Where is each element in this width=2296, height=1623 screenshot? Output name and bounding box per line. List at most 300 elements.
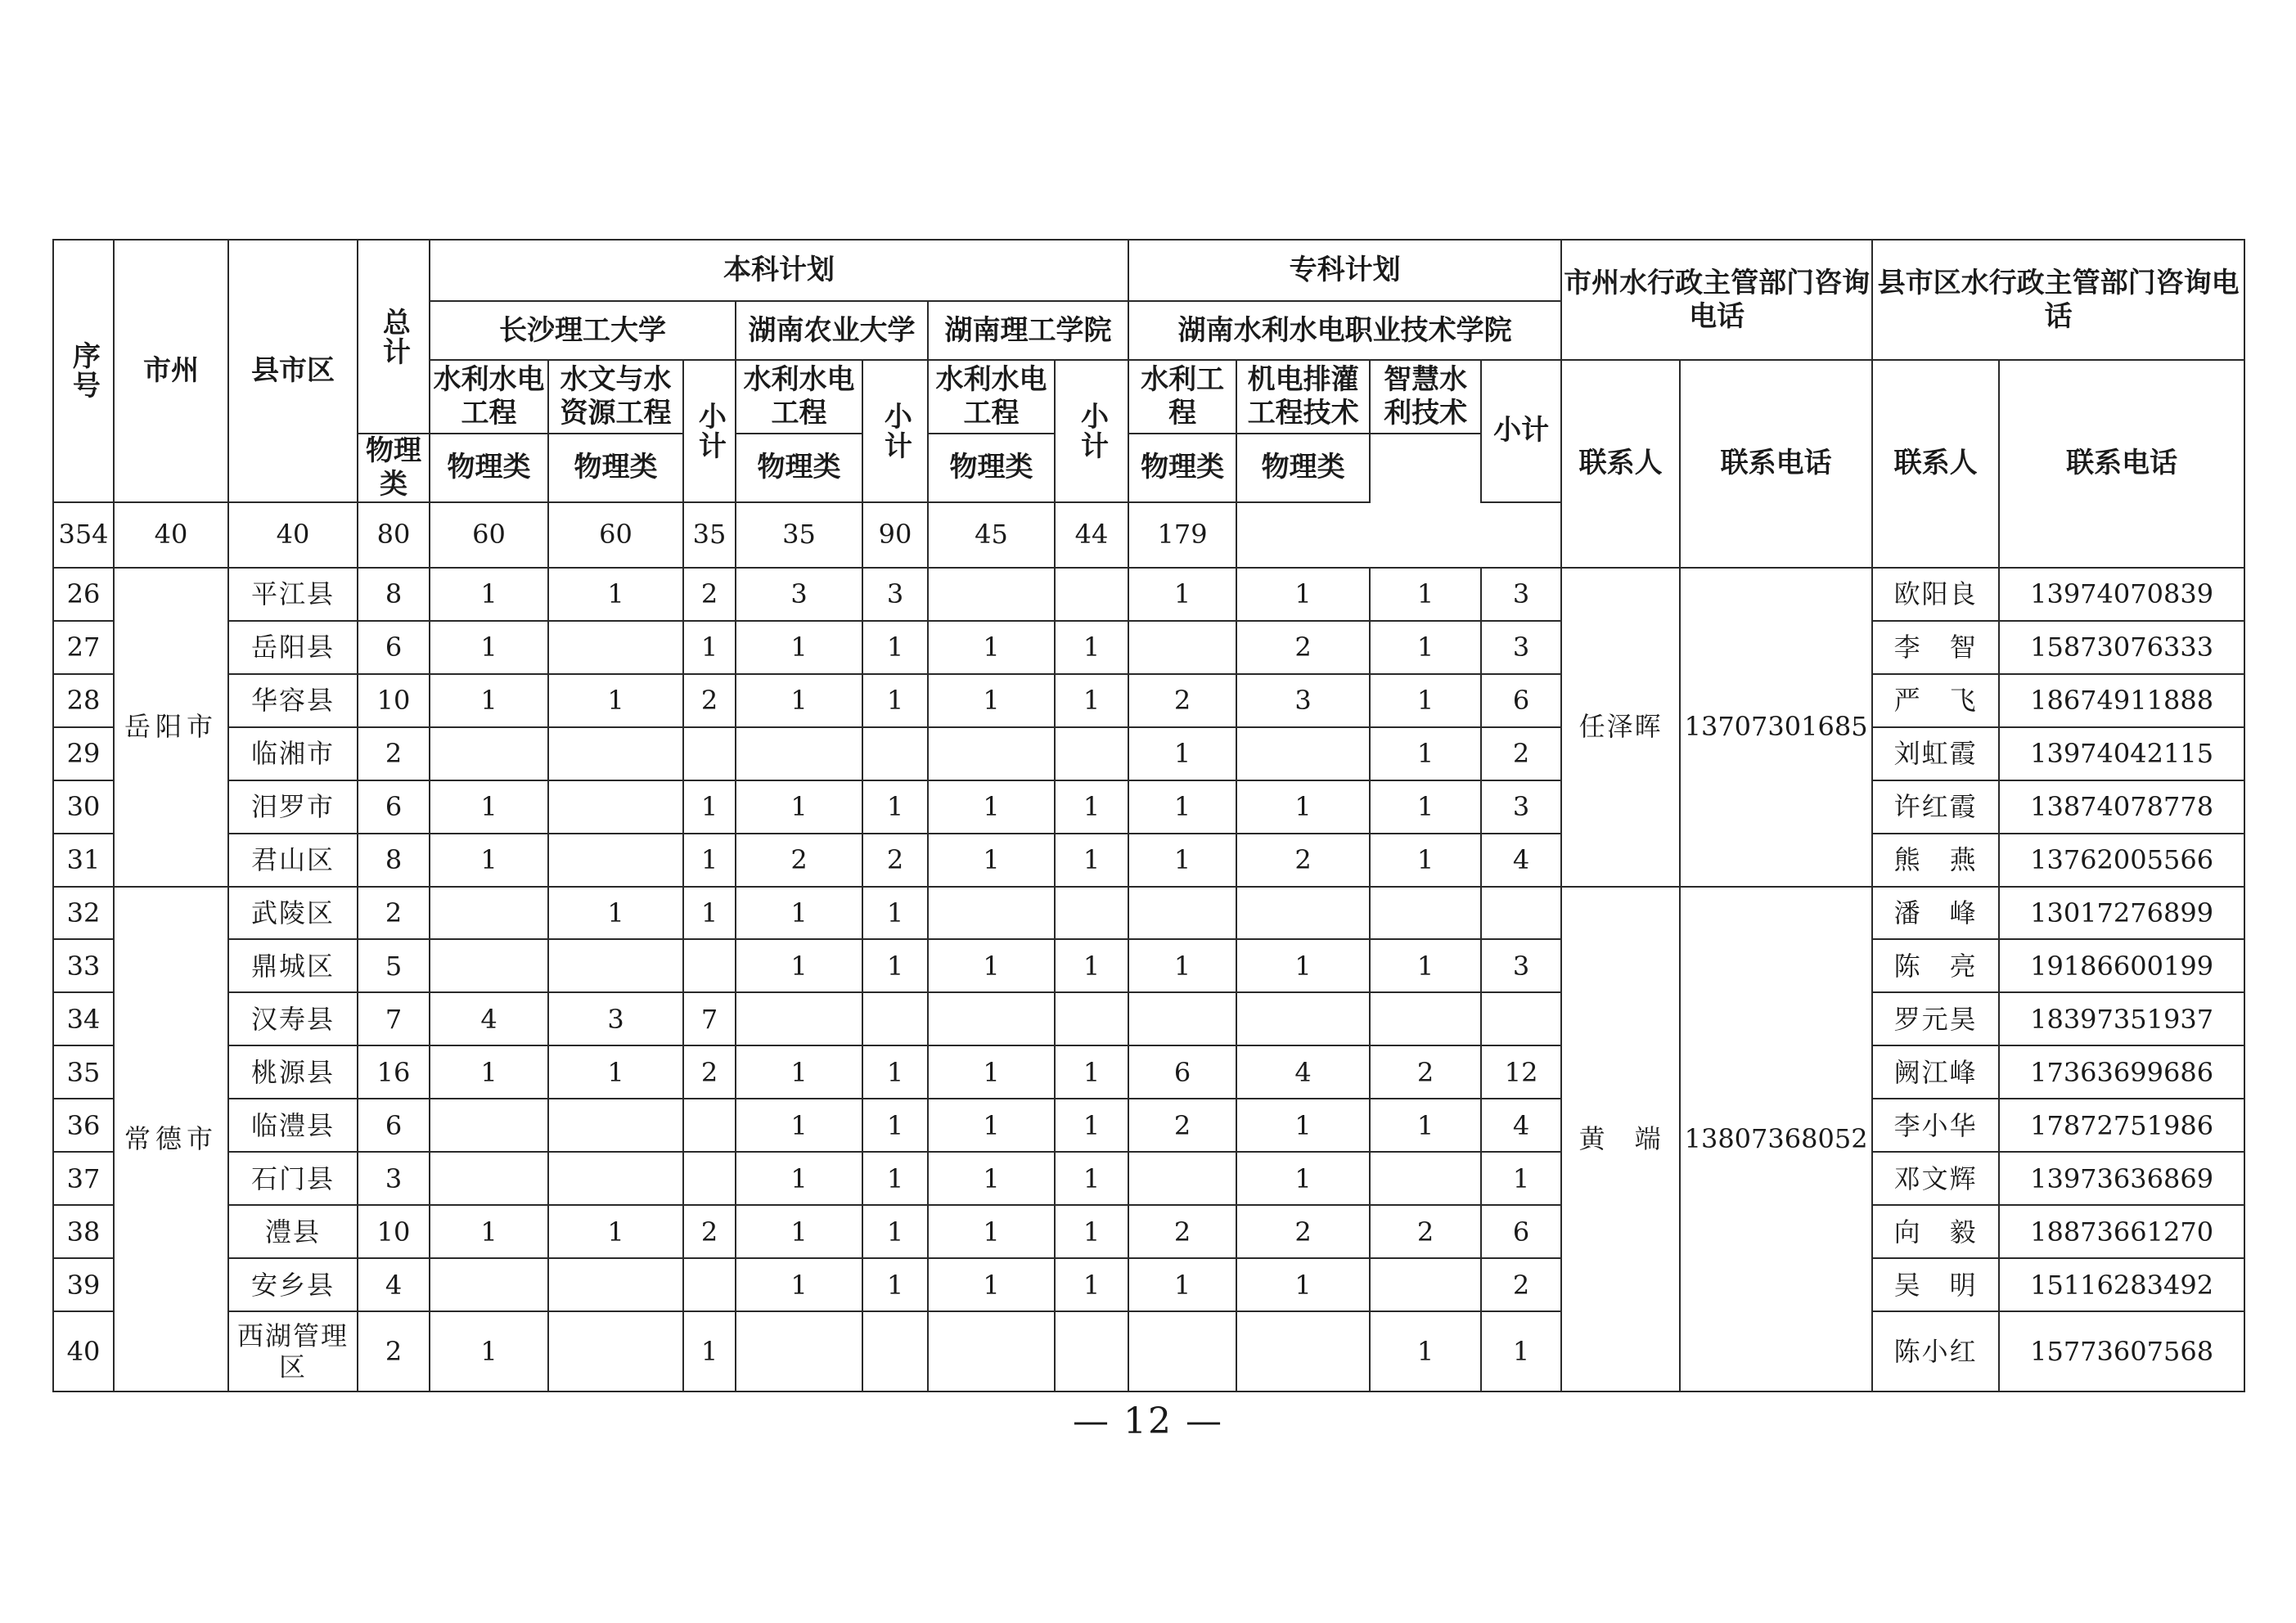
table-row: [53, 780, 2244, 834]
county-contact-name: 陈小红: [1872, 1311, 1999, 1391]
total-cell: 35: [683, 502, 736, 568]
total-cell: 60: [548, 502, 683, 568]
value-cell-s4: 3: [1481, 780, 1561, 834]
value-cell-total: 6: [358, 621, 430, 674]
value-cell-m2: 1: [548, 1205, 683, 1258]
value-cell-m1: 1: [430, 1205, 548, 1258]
seq-cell: 26: [53, 568, 114, 621]
seq-cell: 31: [53, 834, 114, 887]
table-row: [53, 939, 2244, 992]
value-cell-m5: 6: [1128, 1045, 1236, 1099]
value-cell-total: 2: [358, 887, 430, 940]
value-cell-m5: [1128, 1311, 1236, 1391]
table-body: [53, 568, 2244, 1391]
value-cell-s4: 12: [1481, 1045, 1561, 1099]
value-cell-s3: 1: [1055, 674, 1128, 727]
value-cell-s2: 1: [862, 1152, 928, 1205]
value-cell-m2: 1: [548, 1045, 683, 1099]
value-cell-s1: 1: [683, 1311, 736, 1391]
value-cell-s2: 1: [862, 674, 928, 727]
county-contact-phone: 15116283492: [1999, 1258, 2244, 1311]
value-cell-m3: [736, 1311, 862, 1391]
county-contact-name: 欧阳良: [1872, 568, 1999, 621]
value-cell-s2: 1: [862, 1099, 928, 1152]
value-cell-m4: [928, 992, 1055, 1045]
county-contact-person-header: 联系人: [1872, 360, 1999, 568]
county-contact-name: 李 智: [1872, 621, 1999, 674]
county-contact-phone: 13762005566: [1999, 834, 2244, 887]
value-cell-s1: [683, 1152, 736, 1205]
value-cell-s1: 1: [683, 780, 736, 834]
value-cell-m4: [928, 1311, 1055, 1391]
county-contact-name: 许红霞: [1872, 780, 1999, 834]
seq-cell: 29: [53, 727, 114, 780]
value-cell-m4: 1: [928, 1205, 1055, 1258]
plan-table-container: [52, 239, 2244, 1392]
table-row: [53, 992, 2244, 1045]
county-contact-name: 吴 明: [1872, 1258, 1999, 1311]
total-cell: 44: [1055, 502, 1128, 568]
value-cell-m7: 2: [1370, 1045, 1481, 1099]
value-cell-m5: 2: [1128, 1099, 1236, 1152]
value-cell-m4: 1: [928, 1045, 1055, 1099]
total-cell: 179: [1128, 502, 1236, 568]
value-cell-m2: 1: [548, 674, 683, 727]
value-cell-s4: 3: [1481, 568, 1561, 621]
value-cell-s4: 2: [1481, 727, 1561, 780]
value-cell-total: 4: [358, 1258, 430, 1311]
college-plan-header: 专科计划: [1128, 240, 1561, 301]
value-cell-m5: 1: [1128, 568, 1236, 621]
value-cell-m5: 1: [1128, 939, 1236, 992]
value-cell-m6: 3: [1236, 674, 1370, 727]
value-cell-s2: [862, 727, 928, 780]
value-cell-m5: 1: [1128, 834, 1236, 887]
county-contact-phone: 13974070839: [1999, 568, 2244, 621]
table-row: [53, 1311, 2244, 1391]
seq-cell: 38: [53, 1205, 114, 1258]
value-cell-m4: 1: [928, 1099, 1055, 1152]
seq-cell: 35: [53, 1045, 114, 1099]
value-cell-m3: 1: [736, 674, 862, 727]
value-cell-s4: 4: [1481, 1099, 1561, 1152]
value-cell-m2: 1: [548, 568, 683, 621]
value-cell-m2: 3: [548, 992, 683, 1045]
physics-type: 物理类: [548, 434, 683, 502]
table-header: [53, 240, 2244, 568]
value-cell-m1: 1: [430, 568, 548, 621]
physics-type: 物理类: [928, 434, 1055, 502]
table-row: [53, 568, 2244, 621]
value-cell-m6: 2: [1236, 1205, 1370, 1258]
value-cell-m3: 1: [736, 887, 862, 940]
value-cell-m7: [1370, 1152, 1481, 1205]
value-cell-m6: 1: [1236, 1258, 1370, 1311]
value-cell-s2: [862, 1311, 928, 1391]
major-7: 智慧水利技术: [1370, 360, 1481, 434]
value-cell-m4: [928, 727, 1055, 780]
county-contact-name: 潘 峰: [1872, 887, 1999, 940]
city-contact-person-header: 联系人: [1561, 360, 1680, 568]
value-cell-m5: 1: [1128, 1258, 1236, 1311]
seq-cell: 27: [53, 621, 114, 674]
county-cell: 桃源县: [228, 1045, 358, 1099]
seq-cell: 34: [53, 992, 114, 1045]
subtotal-hnwrev: 小计: [1481, 360, 1561, 502]
value-cell-s3: 1: [1055, 1099, 1128, 1152]
value-cell-s3: 1: [1055, 780, 1128, 834]
value-cell-s2: 1: [862, 780, 928, 834]
value-cell-m1: [430, 1152, 548, 1205]
value-cell-m3: 1: [736, 1205, 862, 1258]
value-cell-m5: 2: [1128, 674, 1236, 727]
value-cell-m6: [1236, 992, 1370, 1045]
value-cell-total: 8: [358, 568, 430, 621]
total-cell: 80: [358, 502, 430, 568]
value-cell-m4: 1: [928, 621, 1055, 674]
county-contact-phone: 18397351937: [1999, 992, 2244, 1045]
table-row: [53, 727, 2244, 780]
value-cell-m6: [1236, 727, 1370, 780]
total-cell: 40: [114, 502, 228, 568]
county-cell: 平江县: [228, 568, 358, 621]
seq-cell: 39: [53, 1258, 114, 1311]
value-cell-m3: [736, 992, 862, 1045]
value-cell-m1: 1: [430, 1045, 548, 1099]
value-cell-s2: 1: [862, 1045, 928, 1099]
major-6: 机电排灌工程技术: [1236, 360, 1370, 434]
major-4: 水利水电工程: [928, 360, 1055, 434]
value-cell-s1: 7: [683, 992, 736, 1045]
value-cell-total: 8: [358, 834, 430, 887]
value-cell-s3: 1: [1055, 939, 1128, 992]
value-cell-m3: 1: [736, 1152, 862, 1205]
value-cell-s2: 2: [862, 834, 928, 887]
value-cell-m5: [1128, 887, 1236, 940]
county-contact-phone: 19186600199: [1999, 939, 2244, 992]
undergrad-plan-header: 本科计划: [430, 240, 1128, 301]
value-cell-s3: 1: [1055, 1152, 1128, 1205]
value-cell-m7: 1: [1370, 834, 1481, 887]
city-contact-phone: 13707301685: [1680, 568, 1872, 887]
value-cell-m6: 2: [1236, 834, 1370, 887]
value-cell-s3: [1055, 992, 1128, 1045]
major-5: 水利工程: [1128, 360, 1236, 434]
value-cell-m2: [548, 834, 683, 887]
value-cell-m2: [548, 780, 683, 834]
major-3: 水利水电工程: [736, 360, 862, 434]
value-cell-s4: [1481, 887, 1561, 940]
physics-type: 物理类: [1128, 434, 1236, 502]
total-cell: 354: [53, 502, 114, 568]
value-cell-s2: 1: [862, 1205, 928, 1258]
value-cell-m6: 1: [1236, 939, 1370, 992]
subtotal-hnist: 小计: [1055, 360, 1128, 502]
school-csust: 长沙理工大学: [430, 301, 736, 360]
value-cell-s1: 2: [683, 1205, 736, 1258]
value-cell-m1: 1: [430, 1311, 548, 1391]
total-cell: 40: [228, 502, 358, 568]
county-cell: 君山区: [228, 834, 358, 887]
major-2: 水文与水资源工程: [548, 360, 683, 434]
value-cell-m5: [1128, 992, 1236, 1045]
seq-cell: 37: [53, 1152, 114, 1205]
value-cell-m7: 1: [1370, 568, 1481, 621]
value-cell-s1: [683, 939, 736, 992]
physics-type: 物理类: [430, 434, 548, 502]
value-cell-s4: 6: [1481, 674, 1561, 727]
value-cell-m4: 1: [928, 1152, 1055, 1205]
value-cell-s1: [683, 1258, 736, 1311]
value-cell-m5: 1: [1128, 727, 1236, 780]
county-contact-name: 熊 燕: [1872, 834, 1999, 887]
county-cell: 石门县: [228, 1152, 358, 1205]
county-contact-name: 罗元昊: [1872, 992, 1999, 1045]
value-cell-m1: [430, 727, 548, 780]
county-cell: 安乡县: [228, 1258, 358, 1311]
value-cell-s4: 6: [1481, 1205, 1561, 1258]
value-cell-s4: 3: [1481, 621, 1561, 674]
county-contact-phone: 13974042115: [1999, 727, 2244, 780]
value-cell-s1: [683, 1099, 736, 1152]
value-cell-m2: [548, 621, 683, 674]
table-row: [53, 834, 2244, 887]
value-cell-s3: [1055, 1311, 1128, 1391]
school-hnist: 湖南理工学院: [928, 301, 1128, 360]
value-cell-s3: 1: [1055, 621, 1128, 674]
value-cell-m6: 1: [1236, 568, 1370, 621]
table-row: [53, 887, 2244, 940]
value-cell-m7: [1370, 887, 1481, 940]
county-cell: 鼎城区: [228, 939, 358, 992]
value-cell-s1: 1: [683, 834, 736, 887]
value-cell-s3: [1055, 887, 1128, 940]
county-contact-phone: 15773607568: [1999, 1311, 2244, 1391]
county-contact-phone: 18674911888: [1999, 674, 2244, 727]
county-contact-phone: 13874078778: [1999, 780, 2244, 834]
table-row: [53, 1258, 2244, 1311]
subtotal-csust: 小计: [683, 360, 736, 502]
value-cell-total: 5: [358, 939, 430, 992]
county-cell: 汉寿县: [228, 992, 358, 1045]
total-cell: 35: [736, 502, 862, 568]
value-cell-m7: 1: [1370, 1099, 1481, 1152]
county-cell: 澧县: [228, 1205, 358, 1258]
value-cell-m6: [1236, 1311, 1370, 1391]
seq-cell: 32: [53, 887, 114, 940]
seq-cell: 33: [53, 939, 114, 992]
value-cell-s3: [1055, 568, 1128, 621]
value-cell-s2: 1: [862, 1258, 928, 1311]
value-cell-m6: 1: [1236, 1152, 1370, 1205]
county-contact-header: 县市区水行政主管部门咨询电话: [1872, 240, 2244, 360]
value-cell-s2: [862, 992, 928, 1045]
value-cell-total: 6: [358, 780, 430, 834]
value-cell-m1: [430, 887, 548, 940]
city-contact-name: 任泽晖: [1561, 568, 1680, 887]
table-row: [53, 1152, 2244, 1205]
value-cell-m1: [430, 1099, 548, 1152]
table-row: [53, 674, 2244, 727]
school-hunau: 湖南农业大学: [736, 301, 928, 360]
value-cell-m3: 1: [736, 780, 862, 834]
value-cell-total: 10: [358, 674, 430, 727]
value-cell-m1: [430, 1258, 548, 1311]
value-cell-s3: 1: [1055, 1205, 1128, 1258]
seq-cell: 28: [53, 674, 114, 727]
seq-cell: 30: [53, 780, 114, 834]
value-cell-m4: 1: [928, 780, 1055, 834]
value-cell-s2: 3: [862, 568, 928, 621]
value-cell-m7: 1: [1370, 621, 1481, 674]
county-cell: 临湘市: [228, 727, 358, 780]
county-contact-name: 刘虹霞: [1872, 727, 1999, 780]
value-cell-m5: [1128, 1152, 1236, 1205]
table-row: [53, 1205, 2244, 1258]
value-cell-m6: 2: [1236, 621, 1370, 674]
table-row: [53, 621, 2244, 674]
total-cell: 45: [928, 502, 1055, 568]
value-cell-m7: 1: [1370, 1311, 1481, 1391]
value-cell-m2: [548, 1152, 683, 1205]
value-cell-m7: 2: [1370, 1205, 1481, 1258]
value-cell-s4: [1481, 992, 1561, 1045]
value-cell-s1: 1: [683, 621, 736, 674]
value-cell-m6: [1236, 887, 1370, 940]
col-city-header: 市州: [114, 240, 228, 502]
value-cell-total: 7: [358, 992, 430, 1045]
value-cell-s1: 2: [683, 1045, 736, 1099]
value-cell-m2: [548, 1258, 683, 1311]
table-row: [53, 1045, 2244, 1099]
city-cell: 常德市: [114, 887, 228, 1392]
county-cell: 岳阳县: [228, 621, 358, 674]
county-cell: 临澧县: [228, 1099, 358, 1152]
page-number: — 12 —: [1073, 1400, 1223, 1442]
value-cell-m1: [430, 939, 548, 992]
county-cell: 武陵区: [228, 887, 358, 940]
value-cell-m7: 1: [1370, 727, 1481, 780]
county-contact-phone: 13017276899: [1999, 887, 2244, 940]
value-cell-m7: 1: [1370, 674, 1481, 727]
value-cell-s4: 4: [1481, 834, 1561, 887]
county-contact-phone: 17872751986: [1999, 1099, 2244, 1152]
county-contact-name: 阙江峰: [1872, 1045, 1999, 1099]
value-cell-total: 6: [358, 1099, 430, 1152]
value-cell-s2: 1: [862, 621, 928, 674]
value-cell-total: 10: [358, 1205, 430, 1258]
city-contact-name: 黄 端: [1561, 887, 1680, 1392]
county-cell: 汨罗市: [228, 780, 358, 834]
value-cell-s4: 1: [1481, 1311, 1561, 1391]
value-cell-m3: 2: [736, 834, 862, 887]
value-cell-m1: 1: [430, 621, 548, 674]
subtotal-hunau: 小计: [862, 360, 928, 502]
value-cell-s3: 1: [1055, 1045, 1128, 1099]
value-cell-total: 2: [358, 1311, 430, 1391]
value-cell-m3: 1: [736, 621, 862, 674]
value-cell-m2: 1: [548, 887, 683, 940]
col-seq-header: 序号: [53, 240, 114, 502]
total-cell: 60: [430, 502, 548, 568]
value-cell-m5: 2: [1128, 1205, 1236, 1258]
value-cell-m1: 1: [430, 780, 548, 834]
county-contact-phone: 18873661270: [1999, 1205, 2244, 1258]
value-cell-m2: [548, 1099, 683, 1152]
value-cell-m3: 1: [736, 939, 862, 992]
county-cell: 西湖管理区: [228, 1311, 358, 1391]
value-cell-m7: [1370, 1258, 1481, 1311]
seq-cell: 40: [53, 1311, 114, 1391]
value-cell-m3: 3: [736, 568, 862, 621]
county-cell: 华容县: [228, 674, 358, 727]
col-county-header: 县市区: [228, 240, 358, 502]
county-contact-phone: 17363699686: [1999, 1045, 2244, 1099]
city-contact-phone: 13807368052: [1680, 887, 1872, 1392]
value-cell-s1: 1: [683, 887, 736, 940]
value-cell-total: 2: [358, 727, 430, 780]
value-cell-s4: 2: [1481, 1258, 1561, 1311]
value-cell-s3: 1: [1055, 834, 1128, 887]
value-cell-m3: 1: [736, 1045, 862, 1099]
city-contact-header: 市州水行政主管部门咨询电话: [1561, 240, 1872, 360]
value-cell-m4: 1: [928, 834, 1055, 887]
value-cell-s2: 1: [862, 887, 928, 940]
col-total-header: 总计: [358, 240, 430, 434]
value-cell-m7: 1: [1370, 780, 1481, 834]
value-cell-m1: 1: [430, 834, 548, 887]
physics-type: 物理类: [1236, 434, 1370, 502]
table-row: [53, 1099, 2244, 1152]
value-cell-m2: [548, 727, 683, 780]
value-cell-m3: 1: [736, 1099, 862, 1152]
value-cell-m5: [1128, 621, 1236, 674]
value-cell-s1: [683, 727, 736, 780]
total-cell: 90: [862, 502, 928, 568]
value-cell-m6: 4: [1236, 1045, 1370, 1099]
value-cell-s1: 2: [683, 674, 736, 727]
physics-type: 物理类: [736, 434, 862, 502]
county-contact-name: 陈 亮: [1872, 939, 1999, 992]
value-cell-m6: 1: [1236, 780, 1370, 834]
county-contact-name: 邓文辉: [1872, 1152, 1999, 1205]
value-cell-total: 3: [358, 1152, 430, 1205]
value-cell-s3: [1055, 727, 1128, 780]
major-1: 水利水电工程: [430, 360, 548, 434]
county-contact-phone: 15873076333: [1999, 621, 2244, 674]
school-hnwrev: 湖南水利水电职业技术学院: [1128, 301, 1561, 360]
value-cell-m6: 1: [1236, 1099, 1370, 1152]
value-cell-m3: [736, 727, 862, 780]
city-cell: 岳阳市: [114, 568, 228, 887]
enrollment-plan-table: [52, 239, 2245, 1392]
value-cell-s2: 1: [862, 939, 928, 992]
value-cell-m2: [548, 1311, 683, 1391]
value-cell-m3: 1: [736, 1258, 862, 1311]
county-contact-phone-header: 联系电话: [1999, 360, 2244, 568]
value-cell-m7: [1370, 992, 1481, 1045]
value-cell-m4: [928, 568, 1055, 621]
value-cell-s1: 2: [683, 568, 736, 621]
county-contact-name: 向 毅: [1872, 1205, 1999, 1258]
value-cell-m4: 1: [928, 1258, 1055, 1311]
value-cell-m1: 1: [430, 674, 548, 727]
value-cell-m2: [548, 939, 683, 992]
value-cell-m7: 1: [1370, 939, 1481, 992]
value-cell-m5: 1: [1128, 780, 1236, 834]
value-cell-s4: 3: [1481, 939, 1561, 992]
value-cell-s4: 1: [1481, 1152, 1561, 1205]
